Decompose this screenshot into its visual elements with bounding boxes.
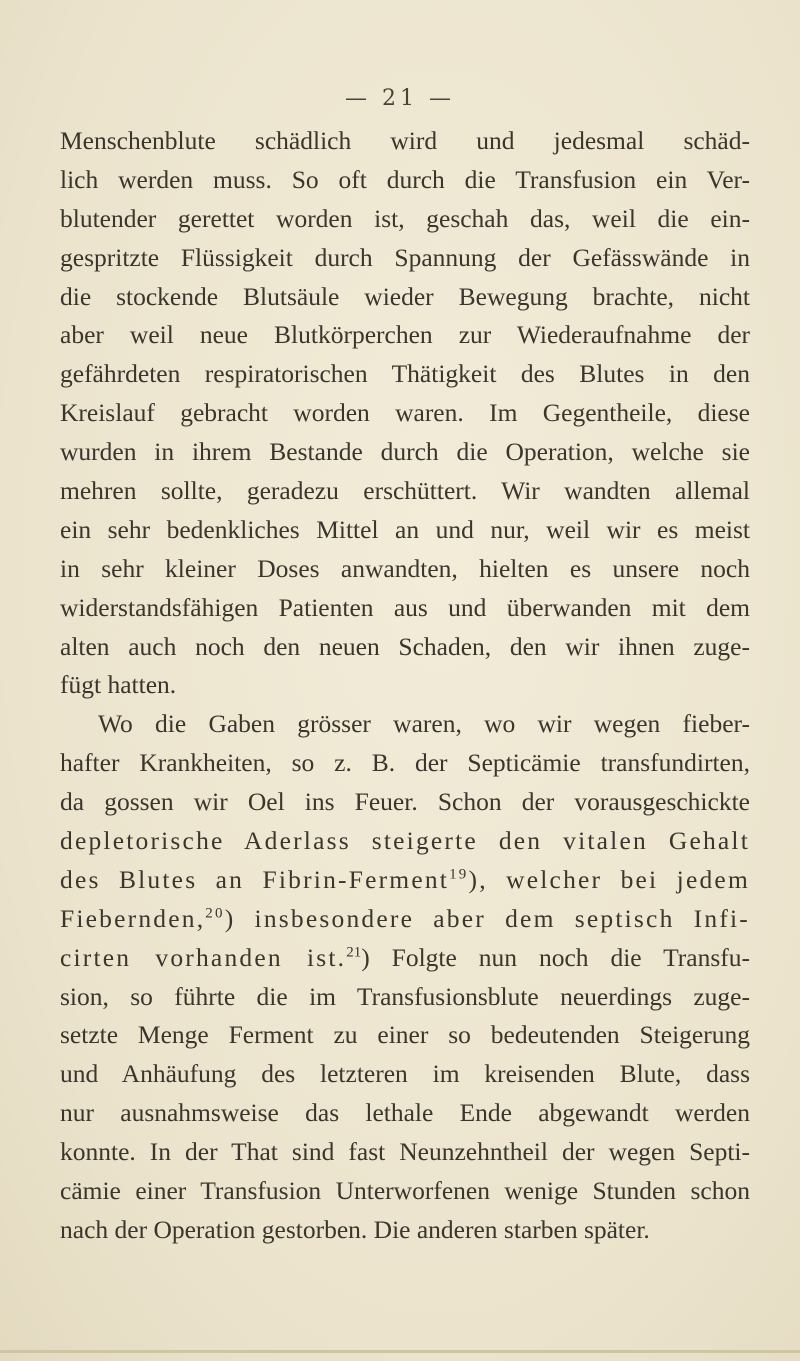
- text-line: blutender gerettet worden ist, geschah das, weil die ein-: [60, 203, 750, 233]
- footnote-ref: 21: [346, 944, 362, 961]
- text-line: lich werden muss. So oft durch die Transfusion ein Ver-: [60, 164, 750, 194]
- spaced-text-line: [60, 900, 750, 939]
- text-line: sion, so führte die im Transfusionsblute neuerdings zuge-: [60, 981, 750, 1011]
- text-line: aber weil neue Blutkörperchen zur Wiederaufnahme der: [60, 320, 750, 350]
- line-text: ) Folgte nun noch die Transfu-: [361, 942, 751, 972]
- body-text: [60, 122, 750, 1250]
- text-line: Kreislauf gebracht worden waren. Im Gegentheile, diese: [60, 398, 750, 428]
- text-line: ein sehr bedenkliches Mittel an und nur, weil wir es meist: [60, 514, 750, 544]
- spaced-text-line: depletorische Aderlass steigerte den vitalen Gehalt: [60, 826, 750, 856]
- text-line: die stockende Blutsäule wieder Bewegung brachte, nicht: [60, 281, 750, 311]
- line-text: des Blutes an Fibrin-Ferment: [60, 864, 450, 894]
- text-line: wurden in ihrem Bestande durch die Operation, welche sie: [60, 437, 750, 467]
- text-line: und Anhäufung des letzteren im kreisenden Blute, dass: [60, 1059, 750, 1089]
- text-line: alten auch noch den neuen Schaden, den wir ihnen zuge-: [60, 631, 750, 661]
- text-line: nach der Operation gestorben. Die anderen starben später.: [60, 1214, 650, 1244]
- text-line: konnte. In der That sind fast Neunzehntheil der wegen Septi-: [60, 1137, 750, 1167]
- text-line: hafter Krankheiten, so z. B. der Septicämie transfundirten,: [60, 748, 750, 778]
- text-line: fügt hatten.: [60, 670, 177, 700]
- text-line: cämie einer Transfusion Unterworfenen wenige Stunden schon: [60, 1176, 750, 1206]
- paragraph-start-line: Wo die Gaben grösser waren, wo wir wegen fieber-: [98, 709, 750, 739]
- line-text: cirten vorhanden ist.: [60, 942, 347, 972]
- line-text: Fiebernden,: [60, 903, 206, 933]
- page-number: — 21 —: [345, 86, 455, 111]
- text-line: widerstandsfähigen Patienten aus und überwanden mit dem: [60, 592, 750, 622]
- text-line: setzte Menge Ferment zu einer so bedeutenden Steigerung: [60, 1020, 750, 1050]
- text-line: da gossen wir Oel ins Feuer. Schon der vorausgeschickte: [60, 787, 750, 817]
- line-text: ), welcher bei jedem: [468, 864, 750, 894]
- text-line: gefährdeten respiratorischen Thätigkeit des Blutes in den: [60, 359, 750, 389]
- text-line: mehren sollte, geradezu erschüttert. Wir wandten allemal: [60, 476, 750, 506]
- footnote-ref: 20: [205, 905, 225, 922]
- spaced-text-line: [60, 861, 750, 900]
- footnote-ref: 19: [449, 866, 469, 883]
- text-line: [60, 939, 750, 978]
- text-line: Menschenblute schädlich wird und jedesmal schäd-: [60, 126, 750, 155]
- text-line: gespritzte Flüssigkeit durch Spannung der Gefässwände in: [60, 242, 750, 272]
- line-text: ) insbesondere aber dem septisch Infi-: [224, 903, 750, 933]
- text-line: nur ausnahmsweise das lethale Ende abgewandt werden: [60, 1098, 750, 1128]
- page-edge: [0, 1350, 800, 1353]
- text-line: in sehr kleiner Doses anwandten, hielten es unsere noch: [60, 553, 750, 583]
